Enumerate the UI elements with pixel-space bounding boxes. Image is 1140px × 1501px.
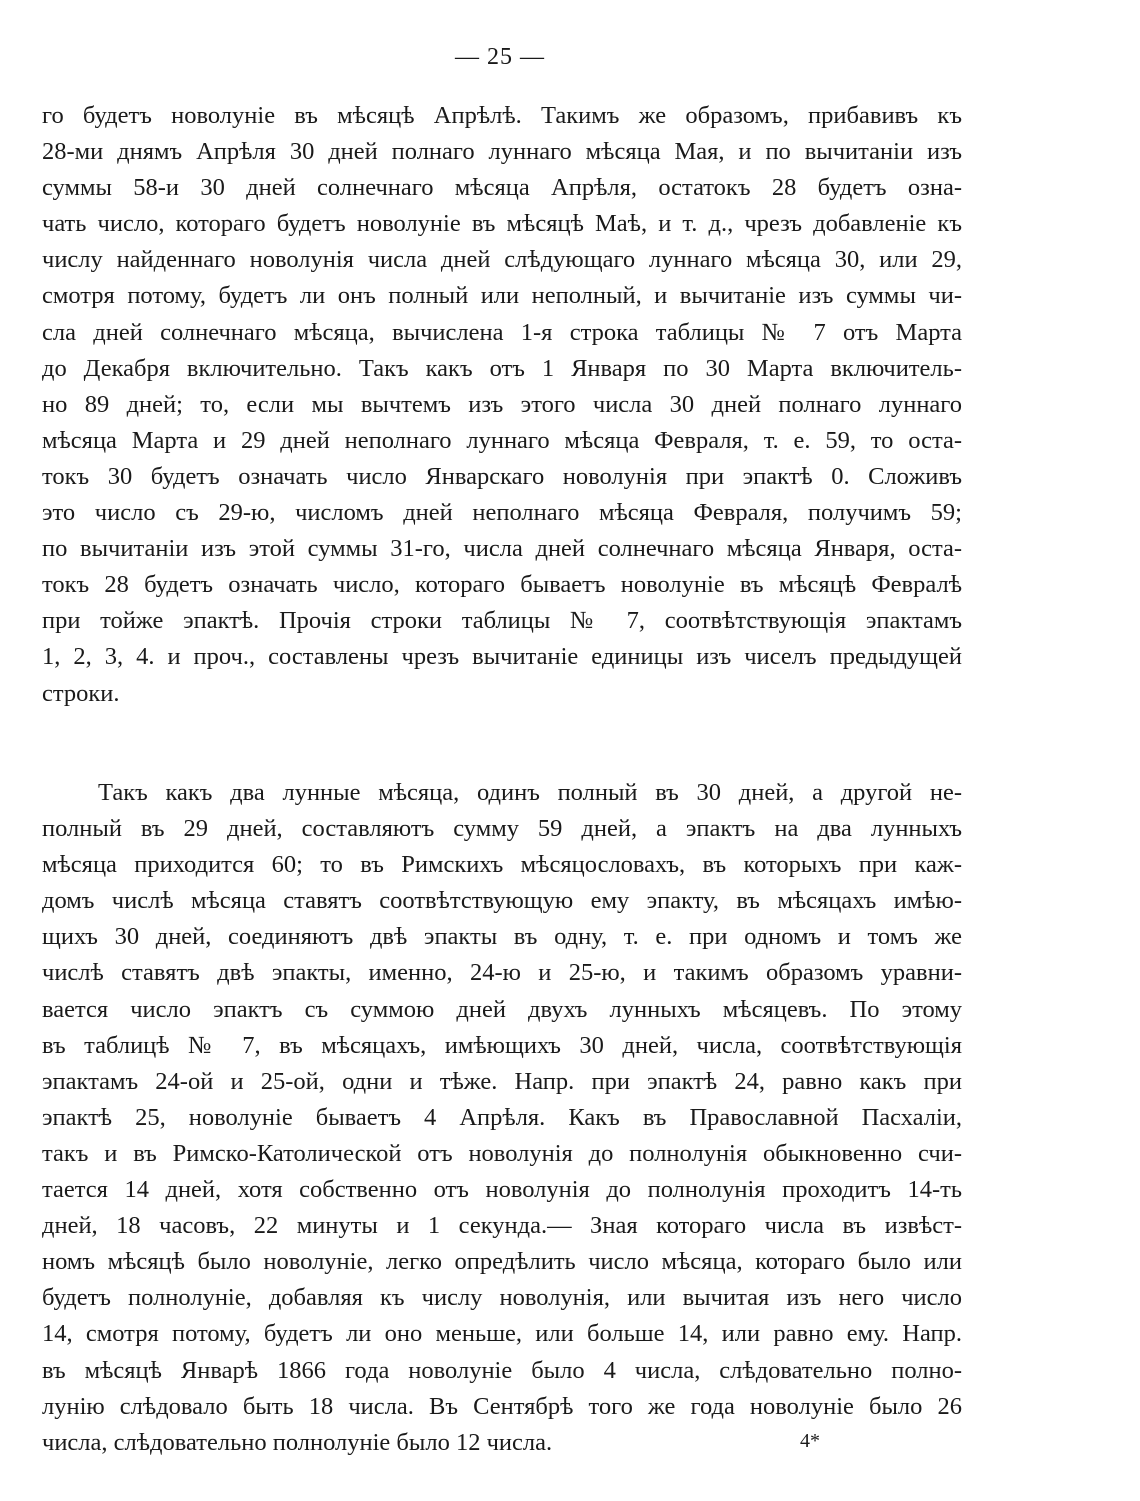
text-line: смотря потому, будетъ ли онъ полный или неполный, и вычитаніе изъ суммы чи- bbox=[42, 282, 962, 310]
text-line: числѣ ставятъ двѣ эпакты, именно, 24-ю и 25-ю, и такимъ образомъ уравни- bbox=[42, 959, 962, 987]
signature-mark: 4* bbox=[800, 1430, 820, 1452]
text-line: эпактѣ 25, новолуніе бываетъ 4 Апрѣля. Какъ въ Православной Пасхаліи, bbox=[42, 1103, 962, 1131]
text-line: Такъ какъ два лунные мѣсяца, одинъ полный въ 30 дней, а другой не- bbox=[98, 779, 962, 806]
text-line: при тойже эпактѣ. Прочія строки таблицы № 7, соотвѣтствующія эпактамъ bbox=[42, 607, 962, 635]
text-line: го будетъ новолуніе въ мѣсяцѣ Апрѣлѣ. Такимъ же образомъ, прибавивъ къ bbox=[42, 102, 962, 129]
text-line: сла дней солнечнаго мѣсяца, вычислена 1-я строка таблицы № 7 отъ Марта bbox=[42, 318, 962, 346]
text-line: числу найденнаго новолунія числа дней слѣдующаго луннаго мѣсяца 30, или 29, bbox=[42, 246, 962, 274]
text-line: мѣсяца приходится 60; то въ Римскихъ мѣсяцословахъ, въ которыхъ при каж- bbox=[42, 851, 962, 879]
text-line: въ таблицѣ № 7, въ мѣсяцахъ, имѣющихъ 30 дней, числа, соотвѣтствующія bbox=[42, 1031, 962, 1059]
text-line: суммы 58-и 30 дней солнечнаго мѣсяца Апрѣля, остатокъ 28 будетъ озна- bbox=[42, 174, 962, 202]
text-line: лунію слѣдовало быть 18 числа. Въ Сентябрѣ того же года новолуніе было 26 bbox=[42, 1392, 962, 1420]
text-line: но 89 дней; то, если мы вычтемъ изъ этого числа 30 дней полнаго луннаго bbox=[42, 390, 962, 418]
text-line: тается 14 дней, хотя собственно отъ новолунія до полнолунія проходитъ 14-ть bbox=[42, 1176, 962, 1204]
text-line: 1, 2, 3, 4. и проч., составлены чрезъ вычитаніе единицы изъ чиселъ предыдущей bbox=[42, 643, 962, 671]
text-line: будетъ полнолуніе, добавляя къ числу новолунія, или вычитая изъ него число bbox=[42, 1284, 962, 1312]
text-line: въ мѣсяцѣ Январѣ 1866 года новолуніе было 4 числа, слѣдовательно полно- bbox=[42, 1356, 962, 1384]
text-line: вается число эпактъ съ суммою дней двухъ лунныхъ мѣсяцевъ. По этому bbox=[42, 995, 962, 1023]
text-line: эпактамъ 24-ой и 25-ой, одни и тѣже. Напр. при эпактѣ 24, равно какъ при bbox=[42, 1067, 962, 1095]
text-line: мѣсяца Марта и 29 дней неполнаго луннаго мѣсяца Февраля, т. е. 59, то оста- bbox=[42, 426, 962, 454]
text-line: 28-ми днямъ Апрѣля 30 дней полнаго луннаго мѣсяца Мая, и по вычитаніи изъ bbox=[42, 138, 962, 166]
text-line: по вычитаніи изъ этой суммы 31-го, числа дней солнечнаго мѣсяца Января, оста- bbox=[42, 535, 962, 563]
text-line: токъ 28 будетъ означать число, котораго бываетъ новолуніе въ мѣсяцѣ Февралѣ bbox=[42, 571, 962, 599]
page-number: — 25 — bbox=[455, 44, 545, 70]
text-line: дней, 18 часовъ, 22 минуты и 1 секунда.— Зная котораго числа въ извѣст- bbox=[42, 1212, 962, 1240]
paragraph-1 bbox=[42, 98, 962, 712]
text-line: щихъ 30 дней, соединяютъ двѣ эпакты въ одну, т. е. при одномъ и томъ же bbox=[42, 923, 962, 951]
text-line: такъ и въ Римско-Католической отъ новолунія до полнолунія обыкновенно счи- bbox=[42, 1139, 962, 1167]
text-line: строки. bbox=[42, 679, 120, 707]
text-line: чать число, котораго будетъ новолуніе въ мѣсяцѣ Маѣ, и т. д., чрезъ добавленіе къ bbox=[42, 210, 962, 238]
text-line: 14, смотря потому, будетъ ли оно меньше, или больше 14, или равно ему. Напр. bbox=[42, 1320, 962, 1348]
text-line: числа, слѣдовательно полнолуніе было 12 числа. bbox=[42, 1428, 553, 1456]
text-line: до Декабря включительно. Такъ какъ отъ 1 Января по 30 Марта включитель- bbox=[42, 354, 962, 382]
text-line: номъ мѣсяцѣ было новолуніе, легко опредѣлить число мѣсяца, котораго было или bbox=[42, 1248, 962, 1276]
paragraph-2 bbox=[42, 775, 962, 1461]
text-line: домъ числѣ мѣсяца ставятъ соотвѣтствующую ему эпакту, въ мѣсяцахъ имѣю- bbox=[42, 887, 962, 915]
text-line: это число съ 29-ю, числомъ дней неполнаго мѣсяца Февраля, получимъ 59; bbox=[42, 499, 962, 527]
text-line: токъ 30 будетъ означать число Январскаго новолунія при эпактѣ 0. Сложивъ bbox=[42, 462, 962, 490]
text-line: полный въ 29 дней, составляютъ сумму 59 дней, а эпактъ на два лунныхъ bbox=[42, 815, 962, 843]
